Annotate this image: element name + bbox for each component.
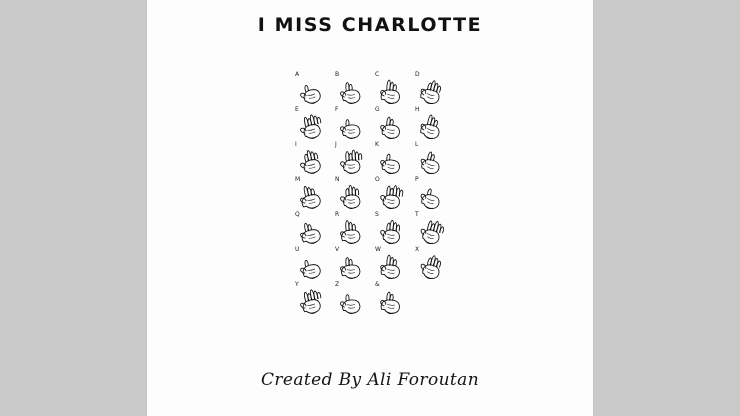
sign-letter-label: N	[335, 176, 340, 183]
hand-sign-icon	[336, 78, 366, 106]
hand-sign-icon	[416, 218, 446, 246]
sign-cell	[412, 72, 452, 107]
sign-letter-label: H	[415, 106, 420, 113]
hand-sign-icon	[376, 148, 406, 176]
hand-sign-icon	[416, 288, 446, 316]
sign-letter-label: U	[295, 246, 300, 253]
sign-letter-label: T	[415, 211, 419, 218]
sign-letter-label: F	[335, 106, 339, 113]
hand-sign-icon	[416, 113, 446, 141]
sign-cell	[332, 142, 372, 177]
sign-letter-label: E	[295, 106, 299, 113]
hand-sign-icon	[336, 113, 366, 141]
sign-letter-label: X	[415, 246, 420, 253]
hand-sign-icon	[376, 218, 406, 246]
hand-sign-icon	[296, 148, 326, 176]
background-left-margin	[0, 0, 147, 416]
sign-letter-label: G	[375, 106, 380, 113]
sign-cell	[292, 247, 332, 282]
page-title: I MISS CHARLOTTE	[257, 14, 483, 36]
hand-sign-icon	[296, 113, 326, 141]
hand-sign-icon	[296, 218, 326, 246]
sign-letter-label: L	[415, 141, 419, 148]
sign-cell	[372, 247, 412, 282]
sign-cell	[372, 212, 412, 247]
sign-cell	[332, 282, 372, 317]
sign-letter-label: A	[295, 71, 300, 78]
sign-alphabet-grid	[292, 72, 452, 317]
credit-line: Created By Ali Foroutan	[260, 370, 480, 390]
hand-sign-icon	[416, 183, 446, 211]
sign-cell	[412, 107, 452, 142]
sign-cell	[292, 282, 332, 317]
sign-letter-label: S	[375, 211, 379, 218]
sign-letter-label: Q	[295, 211, 300, 218]
hand-sign-icon	[416, 253, 446, 281]
sign-cell	[332, 107, 372, 142]
sign-cell	[412, 282, 452, 317]
sign-letter-label: M	[295, 176, 301, 183]
sign-letter-label: B	[335, 71, 340, 78]
sign-letter-label: P	[415, 176, 419, 183]
sign-cell	[292, 72, 332, 107]
hand-sign-icon	[376, 113, 406, 141]
sign-cell	[332, 72, 372, 107]
hand-sign-icon	[336, 253, 366, 281]
sign-cell	[372, 142, 412, 177]
hand-sign-icon	[296, 253, 326, 281]
sign-cell	[292, 142, 332, 177]
sign-cell	[292, 177, 332, 212]
sign-letter-label: &	[375, 281, 380, 288]
hand-sign-icon	[336, 218, 366, 246]
sign-letter-label: C	[375, 71, 380, 78]
sign-cell	[372, 72, 412, 107]
hand-sign-icon	[296, 183, 326, 211]
sign-letter-label: R	[335, 211, 340, 218]
hand-sign-icon	[336, 288, 366, 316]
sign-cell	[412, 177, 452, 212]
hand-sign-icon	[376, 78, 406, 106]
hand-sign-icon	[336, 148, 366, 176]
hand-sign-icon	[376, 183, 406, 211]
sign-letter-label: D	[415, 71, 420, 78]
sign-letter-label: W	[375, 246, 381, 253]
sign-letter-label: J	[335, 141, 337, 148]
sign-letter-label: K	[375, 141, 379, 148]
sign-letter-label: I	[295, 141, 297, 148]
sign-letter-label: Y	[295, 281, 299, 288]
sign-cell	[332, 247, 372, 282]
sign-cell	[332, 212, 372, 247]
sign-cell	[292, 212, 332, 247]
sign-letter-label: O	[375, 176, 380, 183]
sign-cell	[332, 177, 372, 212]
hand-sign-icon	[376, 253, 406, 281]
sign-cell	[372, 177, 412, 212]
sign-cell	[292, 107, 332, 142]
background-right-margin	[593, 0, 740, 416]
sign-cell	[372, 107, 412, 142]
sign-cell	[372, 282, 412, 317]
sign-letter-label: V	[335, 246, 340, 253]
hand-sign-icon	[296, 288, 326, 316]
hand-sign-icon	[296, 78, 326, 106]
hand-sign-icon	[416, 148, 446, 176]
hand-sign-icon	[416, 78, 446, 106]
poster-sheet	[147, 0, 593, 416]
sign-cell	[412, 212, 452, 247]
sign-cell	[412, 142, 452, 177]
sign-cell	[412, 247, 452, 282]
hand-sign-icon	[336, 183, 366, 211]
sign-letter-label: Z	[335, 281, 340, 288]
hand-sign-icon	[376, 288, 406, 316]
